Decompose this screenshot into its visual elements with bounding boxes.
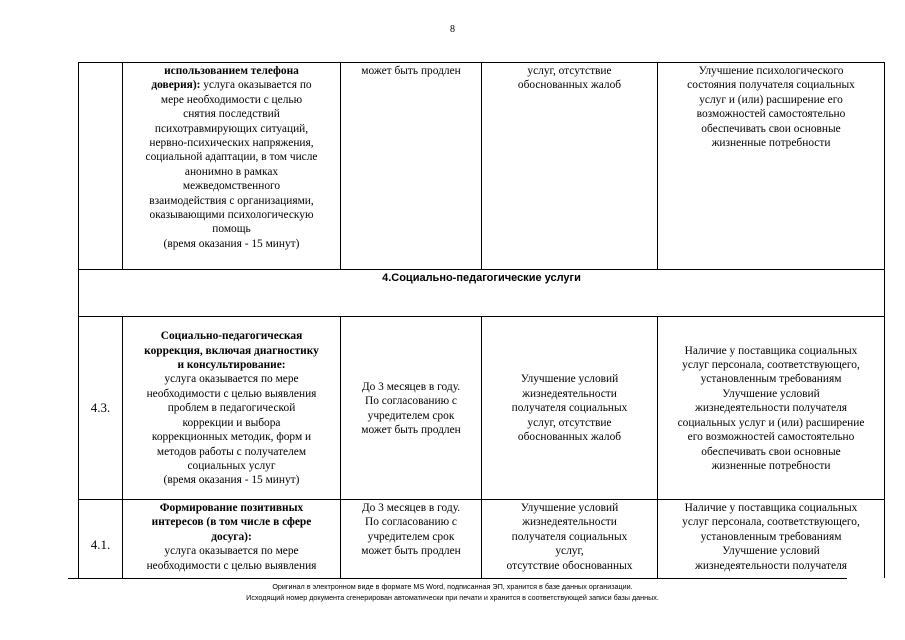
text-line: жизнедеятельности получателя	[695, 559, 847, 572]
text-line: Наличие у поставщика социальных	[684, 502, 858, 514]
table-row-4-3	[79, 317, 885, 500]
text-line: необходимости с целью выявления	[146, 387, 317, 400]
text-line: Улучшение условий	[722, 545, 820, 558]
text-line: социальных услуг	[187, 459, 276, 472]
text-line: состояния получателя социальных	[687, 79, 855, 92]
section-header-row	[79, 270, 885, 317]
text-line: услуг, отсутствие	[527, 65, 612, 77]
text-line: взаимодействия с организациями,	[149, 194, 314, 207]
service-title-line: Формирование позитивных	[159, 502, 304, 514]
text-line: его возможностей самостоятельно	[687, 431, 855, 444]
text-line: Наличие у поставщика социальных	[684, 344, 858, 357]
text-line: обоснованных жалоб	[517, 79, 622, 92]
cell-term	[341, 63, 482, 270]
text-line: получателя социальных	[511, 402, 628, 415]
text-line: услуг,	[555, 545, 584, 558]
service-title-line: досуга):	[211, 530, 252, 543]
text-line: межведомственного	[182, 180, 281, 193]
text-line: Улучшение условий	[722, 387, 820, 400]
text-line: помощь	[212, 223, 251, 236]
text-line: анонимно в рамках	[184, 165, 279, 178]
text-line: обоснованных жалоб	[517, 431, 622, 444]
cell-conditions	[658, 63, 885, 270]
text-line: отсутствие обоснованных	[506, 559, 633, 572]
service-title-line: коррекция, включая диагностику	[144, 344, 319, 357]
text-line: установленным требованиям	[700, 373, 842, 386]
text-line: оказывающими психологическую	[149, 209, 314, 222]
cell-conditions	[658, 317, 885, 500]
text-line: учредителем срок	[367, 409, 455, 422]
footer-divider	[68, 578, 847, 579]
text-line: услуг персонала, соответствующего,	[682, 516, 860, 529]
table-row-4-1	[79, 500, 885, 579]
text-line: обеспечивать свои основные	[701, 445, 841, 458]
text-line: жизненные потребности	[711, 137, 831, 150]
text-line: До 3 месяцев в году.	[361, 380, 461, 393]
text-line: услуга оказывается по мере	[164, 545, 299, 558]
row-number: 4.1.	[79, 500, 123, 579]
cell-service	[123, 317, 341, 500]
cell-indicators	[482, 317, 658, 500]
text-line: жизненные потребности	[711, 459, 831, 472]
text-line: социальной адаптации, в том числе	[145, 151, 318, 164]
text-line: методов работы с получателем	[156, 445, 307, 458]
text-line: может быть продлен	[361, 423, 461, 436]
table-row-continuation	[79, 63, 885, 270]
text-line: снятия последствий	[183, 108, 280, 121]
text-line: услуг персонала, соответствующего,	[682, 359, 860, 372]
text-line: коррекции и выбора	[182, 416, 281, 429]
cell-service	[123, 63, 341, 270]
cell-conditions	[658, 500, 885, 579]
text-line: может быть продлен	[361, 65, 461, 77]
text-line: Улучшение условий	[520, 502, 619, 514]
service-title-line: интересов (в том числе в сфере	[151, 516, 312, 529]
section-title: 4.Социально-педагогические услуги	[79, 270, 885, 317]
text-line: коррекционных методик, форм и	[151, 431, 312, 444]
row-number: 4.3.	[79, 317, 123, 500]
text-line: учредителем срок	[367, 530, 455, 543]
text-line: жизнедеятельности	[522, 516, 617, 529]
text-line: установленным требованиям	[700, 530, 842, 543]
text-line: По согласованию с	[365, 395, 457, 408]
text-line: услуга оказывается по мере	[164, 373, 299, 386]
text-line: (время оказания - 15 минут)	[163, 474, 300, 487]
text-line: доверия): услуга оказывается по	[151, 79, 312, 92]
cell-num	[79, 63, 123, 270]
cell-indicators	[482, 63, 658, 270]
text-line: Улучшение психологического	[698, 65, 844, 77]
text-line: проблем в педагогической	[167, 402, 296, 415]
page-number: 8	[450, 24, 455, 35]
text-line: Улучшение условий	[520, 373, 619, 386]
text-line: услуг, отсутствие	[527, 416, 612, 429]
text-line: (время оказания - 15 минут)	[163, 237, 300, 250]
text-line: может быть продлен	[361, 545, 461, 558]
text-line: услуг и (или) расширение его	[699, 93, 843, 106]
text-line: необходимости с целью выявления	[146, 559, 317, 572]
text-line: мере необходимости с целью	[160, 93, 303, 106]
text-line: До 3 месяцев в году.	[361, 502, 461, 514]
cell-service	[123, 500, 341, 579]
text-line: По согласованию с	[365, 516, 457, 529]
footer-note-original: Оригинал в электронном виде в формате MS Word, подписанная ЭП, хранится в базе данных организации.	[272, 582, 633, 591]
cell-term	[341, 500, 482, 579]
cell-indicators	[482, 500, 658, 579]
text-line: обеспечивать свои основные	[701, 122, 841, 135]
text-line: использованием телефона	[164, 65, 299, 77]
text-line: жизнедеятельности	[522, 387, 617, 400]
text-line: жизнедеятельности получателя	[695, 402, 847, 415]
footer-note-number: Исходящий номер документа сгенерирован автоматически при печати и хранится в соответствующей записи базы данных.	[246, 593, 659, 602]
text-line: получателя социальных	[511, 530, 628, 543]
text-line: возможностей самостоятельно	[696, 108, 846, 121]
text-line: психотравмирующих ситуаций,	[154, 122, 309, 135]
text-line: нервно-психических напряжения,	[149, 137, 314, 150]
services-table	[78, 62, 885, 578]
service-title-line: и консультирование:	[177, 359, 286, 372]
service-title-line: Социально-педагогическая	[160, 330, 303, 343]
text-line: социальных услуг и (или) расширение	[677, 416, 865, 429]
cell-term	[341, 317, 482, 500]
